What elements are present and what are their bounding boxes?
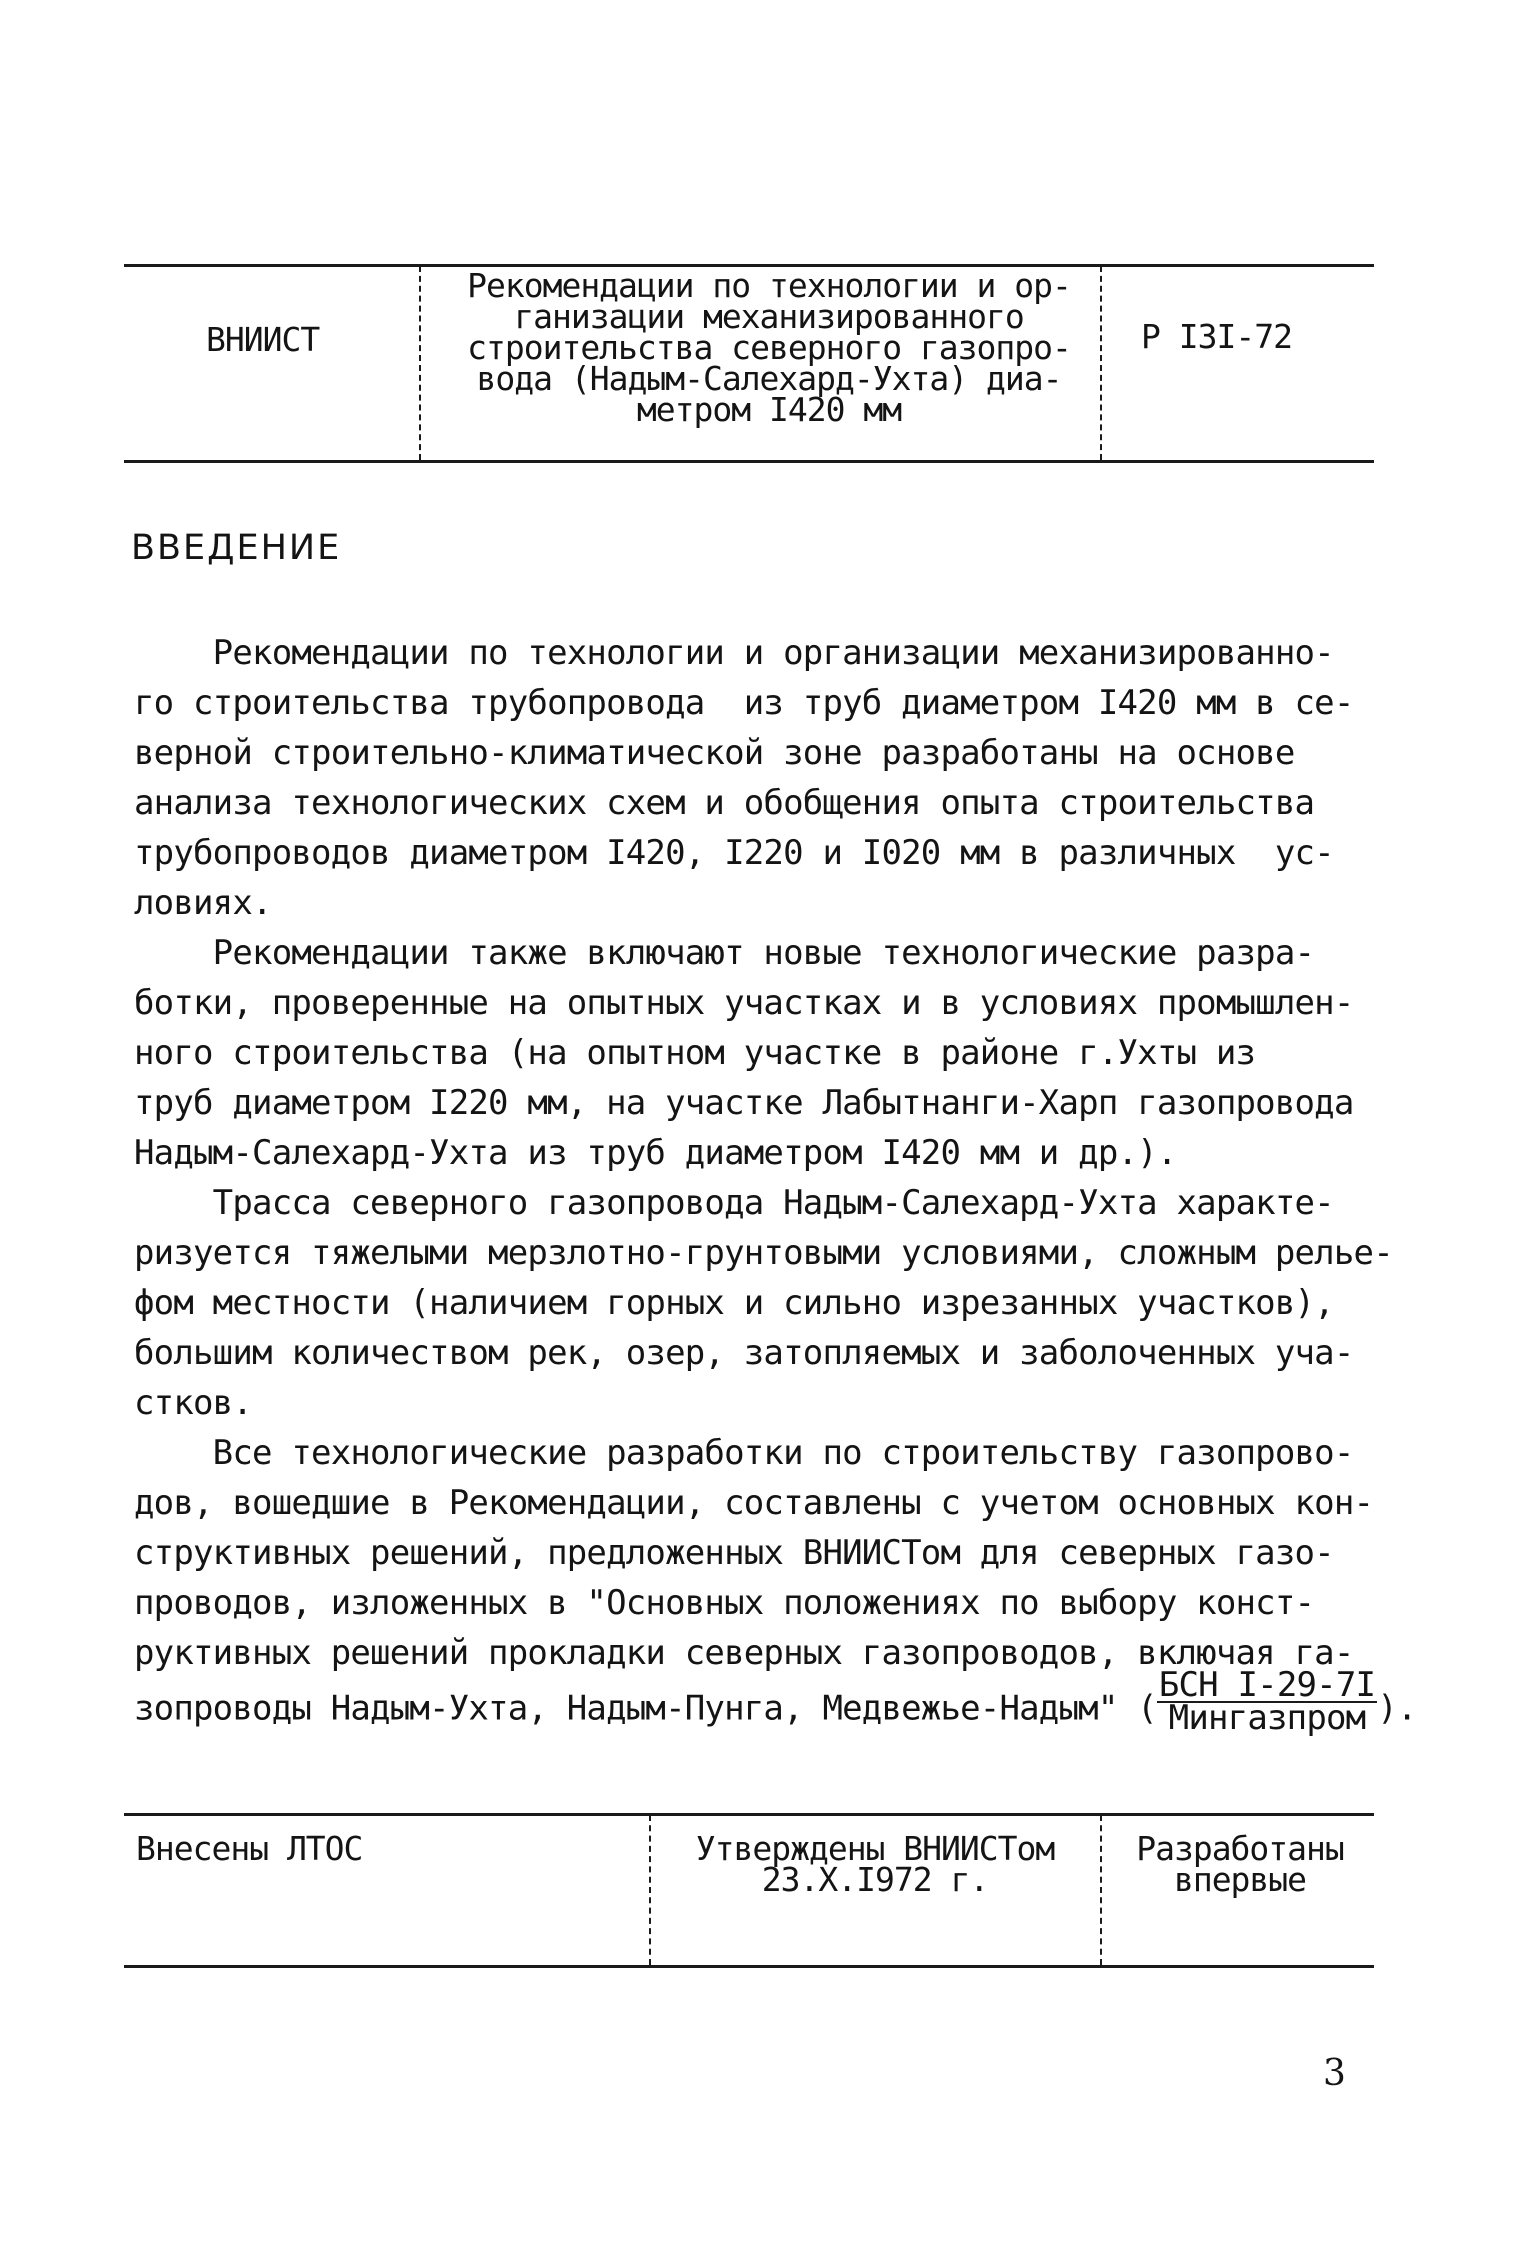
footer-divider-right (1100, 1815, 1102, 1965)
text-line: анализа технологических схем и обобщения опыта строительства (134, 783, 1315, 823)
title-line: вода (Надым-Салехард-Ухта) диа- (476, 359, 1062, 398)
body-text (134, 628, 1417, 1742)
footer-top-rule (124, 1813, 1374, 1816)
paragraph (134, 1178, 1394, 1428)
text-line: верной строительно-климатической зоне разработаны на основе (134, 733, 1295, 773)
footer-bottom-rule (124, 1965, 1374, 1968)
text-line: Все технологические разработки по строительству газопрово- (134, 1433, 1354, 1473)
title-line: Рекомендации по технологии и ор- (467, 266, 1071, 305)
text-line: Трасса северного газопровода Надым-Салехард-Ухта характе- (134, 1183, 1334, 1223)
development-status (1108, 1829, 1372, 1899)
text-line: го строительства трубопровода из труб диаметром I420 мм в се- (134, 683, 1354, 723)
text-line: большим количеством рек, озер, затопляемых и заболоченных уча- (134, 1333, 1354, 1373)
fraction-numerator: БСН I-29-7I (1158, 1665, 1376, 1705)
text-line: фом местности (наличием горных и сильно изрезанных участков), (134, 1283, 1334, 1323)
text-line: Рекомендации также включают новые технологические разра- (134, 933, 1315, 973)
text-line: дов, вошедшие в Рекомендации, составлены с учетом основных кон- (134, 1483, 1374, 1523)
section-heading: ВВЕДЕНИЕ (131, 528, 342, 568)
paragraph (134, 1428, 1417, 1742)
text-line: ризуется тяжелыми мерзлотно-грунтовыми условиями, сложным релье- (134, 1233, 1393, 1273)
last-line-end: ). (1377, 1688, 1417, 1729)
text-line: труб диаметром I220 мм, на участке Лабытнанги-Харп газопровода (134, 1083, 1354, 1123)
document-title (443, 266, 1095, 429)
text-line: стков. (134, 1383, 253, 1423)
title-line: ганизации механизированного (514, 297, 1024, 336)
page-number: 3 (1323, 2053, 1346, 2094)
text-line: ного строительства (на опытном участке в районе г.Ухты из (134, 1033, 1256, 1073)
text-line: ловиях. (134, 883, 272, 923)
document-reference-fraction (1157, 1665, 1377, 1738)
text-line-with-fraction (134, 1665, 1417, 1742)
text-line: Рекомендации по технологии и организации механизированно- (134, 633, 1334, 673)
text-line: руктивных решений прокладки северных газопроводов, включая га- (134, 1633, 1354, 1673)
text-line: трубопроводов диаметром I420, I220 и I020 мм в различных ус- (134, 833, 1334, 873)
text-line: проводов, изложенных в "Основных положениях по выбору конст- (134, 1583, 1315, 1623)
title-line: строительства северного газопро- (467, 328, 1071, 367)
document-code: Р I3I-72 (1141, 317, 1292, 356)
header-divider-left (419, 266, 421, 460)
header-bottom-rule (124, 460, 1374, 463)
text-line: структивных решений, предложенных ВНИИСТом для северных газо- (134, 1533, 1334, 1573)
text-line: ботки, проверенные на опытных участках и в условиях промышлен- (134, 983, 1354, 1023)
submitted-by: Внесены ЛТОС (136, 1829, 363, 1868)
developed-status: впервые (1173, 1860, 1307, 1899)
fraction-denominator: Мингазпром (1168, 1698, 1366, 1738)
paragraph (134, 628, 1394, 928)
footer-divider-left (649, 1815, 651, 1965)
approval-block (660, 1829, 1090, 1899)
approval-date: 23.X.I972 г. (761, 1860, 989, 1899)
text-line: Надым-Салехард-Ухта из труб диаметром I420 мм и др.). (134, 1133, 1177, 1173)
organization-name: ВНИИСТ (206, 320, 320, 359)
header-divider-right (1100, 266, 1102, 460)
paragraph (134, 928, 1394, 1178)
last-line-text: зопроводы Надым-Ухта, Надым-Пунга, Медвежье-Надым" ( (134, 1688, 1157, 1729)
developed-label: Разработаны (1136, 1829, 1344, 1868)
title-line: метром I420 мм (636, 390, 902, 429)
approved-by: Утверждены ВНИИСТом (695, 1829, 1055, 1868)
